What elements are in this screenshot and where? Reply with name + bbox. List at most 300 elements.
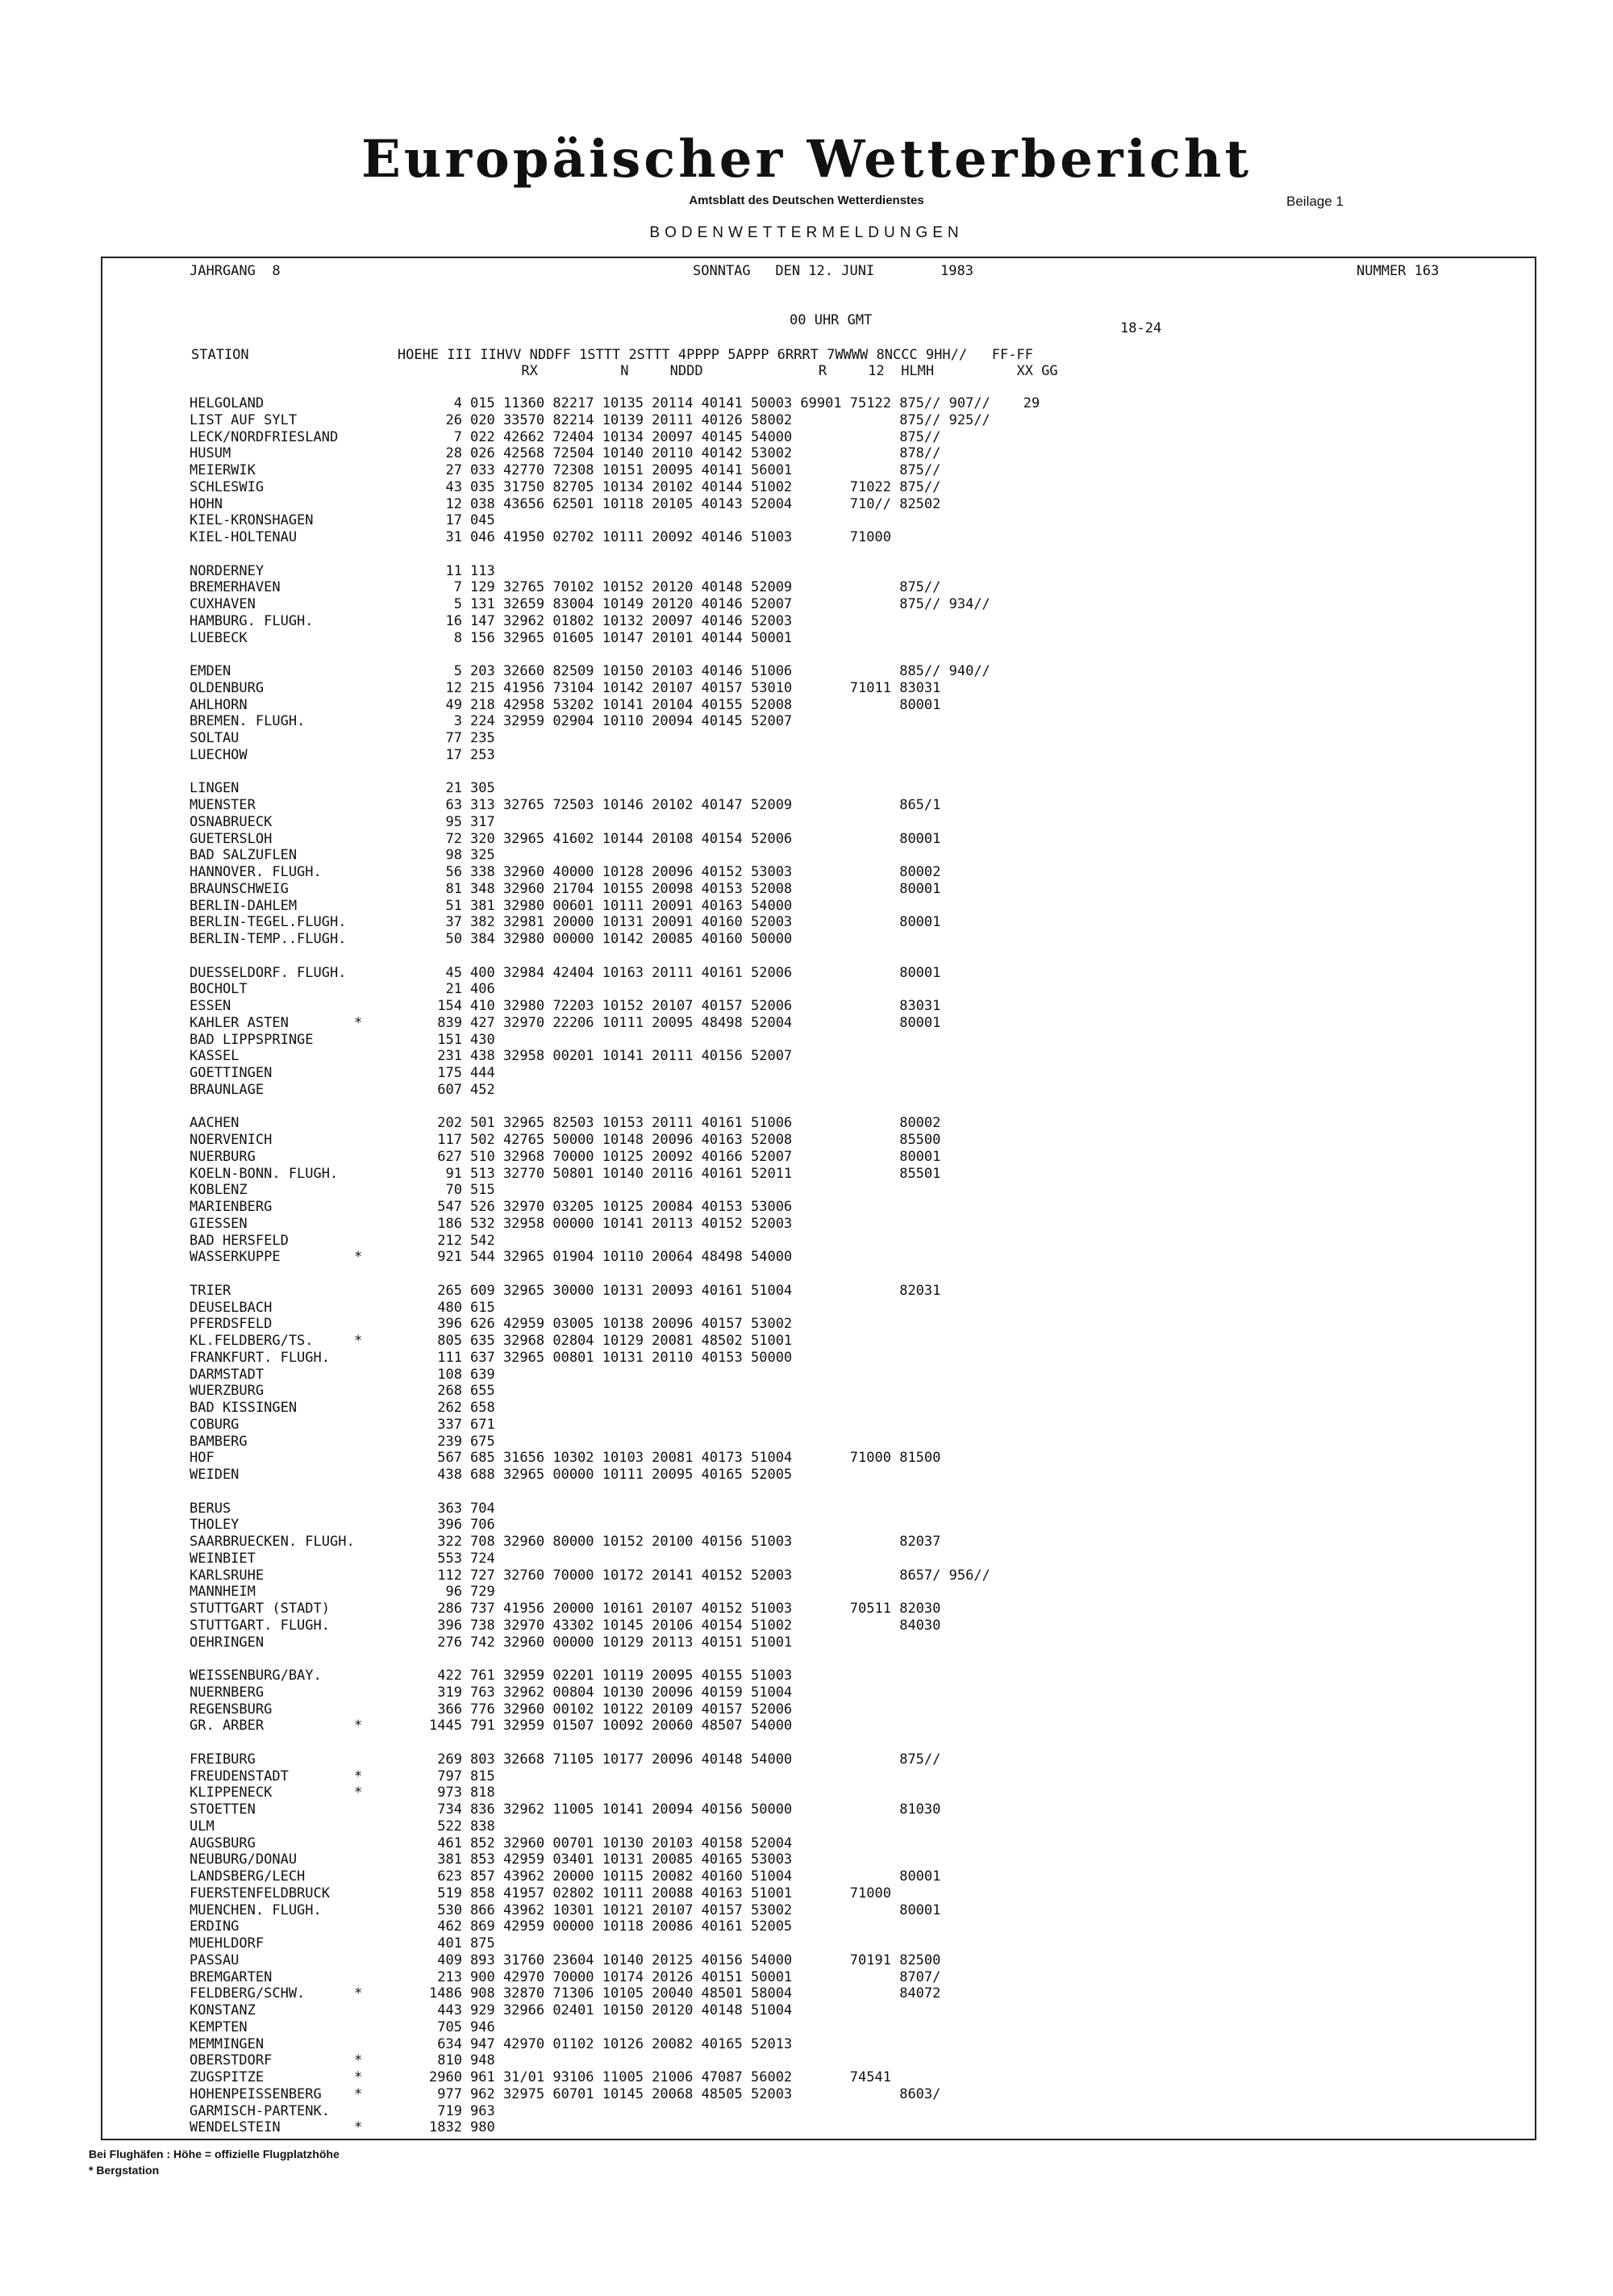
station-name: LINGEN xyxy=(190,780,240,797)
observation-code: 688 32965 00000 10111 20095 40165 52005 xyxy=(470,1467,793,1483)
station-height: 5 xyxy=(453,596,462,612)
observation-code: 131 32659 83004 10149 20120 40146 52007 875// 934// xyxy=(470,596,990,612)
station-name: GARMISCH-PARTENK. xyxy=(190,2102,330,2119)
observation-code: 313 32765 72503 10146 20102 40147 52009 865/1 xyxy=(470,797,941,813)
station-name: GIESSEN xyxy=(190,1215,248,1232)
station-height: 43 xyxy=(445,478,462,495)
station-height: 151 xyxy=(437,1031,462,1048)
station-height: 1486 xyxy=(429,1985,462,2002)
station-height: 50 xyxy=(445,931,462,947)
station-name: WASSERKUPPE xyxy=(190,1249,281,1266)
station-name: WEINBIET xyxy=(190,1550,256,1567)
station-name: AUGSBURG xyxy=(190,1835,256,1851)
station-name: BRAUNSCHWEIG xyxy=(190,880,289,897)
station-height: 21 xyxy=(445,780,462,797)
station-height: 212 xyxy=(437,1232,462,1249)
station-height: 70 xyxy=(445,1182,462,1199)
station-name: LANDSBERG/LECH xyxy=(190,1868,306,1885)
station-name: BRAUNLAGE xyxy=(190,1081,265,1098)
station-height: 522 xyxy=(437,1818,462,1835)
station-height: 268 xyxy=(437,1383,462,1400)
station-name: KLIPPENECK xyxy=(190,1785,273,1801)
station-height: 12 xyxy=(445,679,462,696)
mountain-station-marker: * xyxy=(354,2085,363,2102)
station-height: 265 xyxy=(437,1282,462,1299)
station-name: NEUBURG/DONAU xyxy=(190,1851,298,1868)
observation-code: 763 32962 00804 10130 20096 40159 51004 xyxy=(470,1684,793,1701)
observation-code: 671 xyxy=(470,1416,495,1433)
observation-code: 501 32965 82503 10153 20111 40161 51006 80002 xyxy=(470,1115,941,1132)
station-name: GR. ARBER xyxy=(190,1718,265,1735)
observation-code: 947 42970 01102 10126 20082 40165 52013 xyxy=(470,2035,793,2052)
station-name: NUERBURG xyxy=(190,1148,256,1165)
station-height: 231 xyxy=(437,1048,462,1065)
observation-code: 791 32959 01507 10092 20060 48507 54000 xyxy=(470,1718,793,1735)
station-name: FREIBURG xyxy=(190,1751,256,1768)
station-name: HANNOVER. FLUGH. xyxy=(190,864,322,880)
station-name: OLDENBURG xyxy=(190,679,265,696)
station-height: 363 xyxy=(437,1500,462,1517)
station-name: KOELN-BONN. FLUGH. xyxy=(190,1165,339,1182)
station-name: DARMSTADT xyxy=(190,1366,265,1383)
observation-code: 203 32660 82509 10150 20103 40146 51006 885// 940// xyxy=(470,663,990,679)
station-height: 480 xyxy=(437,1299,462,1316)
station-height: 409 xyxy=(437,1952,462,1968)
station-name: FELDBERG/SCHW. xyxy=(190,1985,306,2002)
station-name: BREMGARTEN xyxy=(190,1968,273,1985)
station-name: LUECHOW xyxy=(190,746,248,763)
station-name: TRIER xyxy=(190,1282,231,1299)
mountain-station-marker: * xyxy=(354,2069,363,2085)
observation-code: 742 32960 00000 10129 20113 40151 51001 xyxy=(470,1634,793,1651)
observation-code: 022 42662 72404 10134 20097 40145 54000 875// xyxy=(470,428,941,445)
observation-code: 235 xyxy=(470,730,495,746)
observation-code: 869 42959 00000 10118 20086 40161 52005 xyxy=(470,1918,793,1935)
station-height: 797 xyxy=(437,1768,462,1785)
station-name: LIST AUF SYLT xyxy=(190,411,298,428)
issue-number: NUMMER 163 xyxy=(1357,263,1440,279)
station-height: 213 xyxy=(437,1968,462,1985)
observation-code: 406 xyxy=(470,981,495,998)
station-name: WEISSENBURG/BAY. xyxy=(190,1668,322,1684)
station-height: 12 xyxy=(445,495,462,512)
station-name: HUSUM xyxy=(190,445,231,462)
station-name: KASSEL xyxy=(190,1048,240,1065)
observation-code: 961 31/01 93106 11005 21006 47087 56002 74541 xyxy=(470,2069,891,2085)
station-height: 154 xyxy=(437,998,462,1014)
mountain-station-marker: * xyxy=(354,2052,363,2069)
observation-code: 156 32965 01605 10147 20101 40144 50001 xyxy=(470,629,793,646)
station-name: MARIENBERG xyxy=(190,1199,273,1215)
station-height: 322 xyxy=(437,1534,462,1550)
mountain-station-marker: * xyxy=(354,1768,363,1785)
station-name: BERLIN-DAHLEM xyxy=(190,897,298,914)
station-height: 26 xyxy=(445,411,462,428)
observation-code: 727 32760 70000 10172 20141 40152 52003 8657/ 956// xyxy=(470,1567,990,1584)
station-height: 175 xyxy=(437,1065,462,1081)
observation-code: 738 32970 43302 10145 20106 40154 51002 84030 xyxy=(470,1617,941,1634)
station-height: 51 xyxy=(445,897,462,914)
station-name: FRANKFURT. FLUGH. xyxy=(190,1349,330,1366)
observation-code: 838 xyxy=(470,1818,495,1835)
station-height: 112 xyxy=(437,1567,462,1584)
station-name: KIEL-HOLTENAU xyxy=(190,529,298,545)
observation-code: 515 xyxy=(470,1182,495,1199)
observation-code: 737 41956 20000 10161 20107 40152 51003 70511 82030 xyxy=(470,1601,941,1617)
station-height: 63 xyxy=(445,797,462,813)
observation-code: 410 32980 72203 10152 20107 40157 52006 83031 xyxy=(470,998,941,1014)
station-height: 530 xyxy=(437,1902,462,1918)
station-name: MUEHLDORF xyxy=(190,1935,265,1952)
station-height: 319 xyxy=(437,1684,462,1701)
station-name: OBERSTDORF xyxy=(190,2052,273,2069)
observation-code: 706 xyxy=(470,1517,495,1534)
station-name: REGENSBURG xyxy=(190,1701,273,1718)
observation-code: 020 33570 82214 10139 20111 40126 58002 875// 925// xyxy=(470,411,990,428)
observation-code: 852 32960 00701 10130 20103 40158 52004 xyxy=(470,1835,793,1851)
observation-code: 963 xyxy=(470,2102,495,2119)
station-name: BREMEN. FLUGH. xyxy=(190,713,306,730)
station-name: KEMPTEN xyxy=(190,2018,248,2035)
report-frame xyxy=(101,257,1536,2140)
observation-code: 639 xyxy=(470,1366,495,1383)
observation-code: 637 32965 00801 10131 20110 40153 50000 xyxy=(470,1349,793,1366)
observation-code: 215 41956 73104 10142 20107 40157 53010 71011 83031 xyxy=(470,679,941,696)
mountain-station-marker: * xyxy=(354,1014,363,1031)
station-name: BOCHOLT xyxy=(190,981,248,998)
observation-code: 858 41957 02802 10111 20088 40163 51001 71000 xyxy=(470,1885,891,1902)
station-name: DUESSELDORF. FLUGH. xyxy=(190,964,347,981)
observation-code: 224 32959 02904 10110 20094 40145 52007 xyxy=(470,713,793,730)
station-height: 37 xyxy=(445,914,462,931)
observation-code: 626 42959 03005 10138 20096 40157 53002 xyxy=(470,1316,793,1333)
observation-code: 866 43962 10301 10121 20107 40157 53002 80001 xyxy=(470,1902,941,1918)
station-height: 269 xyxy=(437,1751,462,1768)
observation-code: 400 32984 42404 10163 20111 40161 52006 80001 xyxy=(470,964,941,981)
station-name: MEMMINGEN xyxy=(190,2035,265,2052)
observation-code: 218 42958 53202 10141 20104 40155 52008 80001 xyxy=(470,696,941,713)
station-height: 977 xyxy=(437,2085,462,2102)
observation-code: 384 32980 00000 10142 20085 40160 50000 xyxy=(470,931,793,947)
station-name: GOETTINGEN xyxy=(190,1065,273,1081)
station-name: ZUGSPITZE xyxy=(190,2069,265,2085)
station-name: WENDELSTEIN xyxy=(190,2119,281,2136)
station-name: BAD KISSINGEN xyxy=(190,1400,298,1416)
station-height: 337 xyxy=(437,1416,462,1433)
observation-code: 615 xyxy=(470,1299,495,1316)
station-height: 27 xyxy=(445,462,462,478)
footnote-mountain-station: * Bergstation xyxy=(89,2164,160,2177)
observation-code: 853 42959 03401 10131 20085 40165 53003 xyxy=(470,1851,793,1868)
station-height: 81 xyxy=(445,880,462,897)
beilage-label: Beilage 1 xyxy=(1286,194,1344,209)
station-height: 1445 xyxy=(429,1718,462,1735)
observation-code: 046 41950 02702 10111 20092 40146 51003 71000 xyxy=(470,529,891,545)
station-height: 734 xyxy=(437,1801,462,1818)
station-height: 547 xyxy=(437,1199,462,1215)
observation-code: 526 32970 03205 10125 20084 40153 53006 xyxy=(470,1199,793,1215)
observation-code: 818 xyxy=(470,1785,495,1801)
station-height: 396 xyxy=(437,1517,462,1534)
station-height: 7 xyxy=(453,579,462,596)
station-height: 921 xyxy=(437,1249,462,1266)
station-height: 4 xyxy=(453,395,462,411)
observation-code: 338 32960 40000 10128 20096 40152 53003 80002 xyxy=(470,864,941,880)
observation-code: 113 xyxy=(470,562,495,579)
station-name: WEIDEN xyxy=(190,1467,240,1483)
station-name: OSNABRUECK xyxy=(190,813,273,830)
observation-time: 00 UHR GMT xyxy=(790,312,873,328)
station-height: 96 xyxy=(445,1584,462,1601)
station-height: 7 xyxy=(453,428,462,445)
station-name: BAMBERG xyxy=(190,1433,248,1450)
observation-code: 532 32958 00000 10141 20113 40152 52003 xyxy=(470,1215,793,1232)
station-height: 810 xyxy=(437,2052,462,2069)
station-height: 401 xyxy=(437,1935,462,1952)
station-name: SAARBRUECKEN. FLUGH. xyxy=(190,1534,355,1550)
jahrgang-label: JAHRGANG 8 xyxy=(190,263,281,279)
observation-code: 893 31760 23604 10140 20125 40156 54000 70191 82500 xyxy=(470,1952,941,1968)
station-height: 31 xyxy=(445,529,462,545)
station-height: 634 xyxy=(437,2035,462,2052)
station-name: MUENCHEN. FLUGH. xyxy=(190,1902,322,1918)
station-name: FREUDENSTADT xyxy=(190,1768,289,1785)
observation-code: 544 32965 01904 10110 20064 48498 54000 xyxy=(470,1249,793,1266)
station-name: STUTTGART. FLUGH. xyxy=(190,1617,330,1634)
station-name: CUXHAVEN xyxy=(190,596,256,612)
station-height: 1832 xyxy=(429,2119,462,2136)
station-height: 705 xyxy=(437,2018,462,2035)
station-name: KONSTANZ xyxy=(190,2002,256,2018)
station-height: 21 xyxy=(445,981,462,998)
station-name: NUERNBERG xyxy=(190,1684,265,1701)
station-height: 16 xyxy=(445,612,462,629)
station-name: PASSAU xyxy=(190,1952,240,1968)
station-height: 623 xyxy=(437,1868,462,1885)
observation-code: 761 32959 02201 10119 20095 40155 51003 xyxy=(470,1668,793,1684)
column-header xyxy=(191,347,1058,379)
observation-code: 253 xyxy=(470,746,495,763)
observation-code: 438 32958 00201 10141 20111 40156 52007 xyxy=(470,1048,793,1065)
observation-code: 948 xyxy=(470,2052,495,2069)
station-height: 462 xyxy=(437,1918,462,1935)
station-height: 17 xyxy=(445,512,462,529)
station-name: KOBLENZ xyxy=(190,1182,248,1199)
mountain-station-marker: * xyxy=(354,1718,363,1735)
station-name: HAMBURG. FLUGH. xyxy=(190,612,314,629)
station-name: GUETERSLOH xyxy=(190,830,273,847)
station-name: OEHRINGEN xyxy=(190,1634,265,1651)
station-name: KAHLER ASTEN xyxy=(190,1014,289,1031)
station-height: 381 xyxy=(437,1851,462,1868)
observation-code: 675 xyxy=(470,1433,495,1450)
station-name: BERUS xyxy=(190,1500,231,1517)
station-height: 286 xyxy=(437,1601,462,1617)
column-header-line-2: RX N NDDD R 12 HLMH XX GG xyxy=(191,363,1058,379)
station-height: 8 xyxy=(453,629,462,646)
station-name: LECK/NORDFRIESLAND xyxy=(190,428,339,445)
station-height: 438 xyxy=(437,1467,462,1483)
mountain-station-marker: * xyxy=(354,1249,363,1266)
mountain-station-marker: * xyxy=(354,1785,363,1801)
station-name: STOETTEN xyxy=(190,1801,256,1818)
station-name: AHLHORN xyxy=(190,696,248,713)
observation-code: 704 xyxy=(470,1500,495,1517)
observation-code: 542 xyxy=(470,1232,495,1249)
observation-code: 510 32968 70000 10125 20092 40166 52007 80001 xyxy=(470,1148,941,1165)
station-name: AACHEN xyxy=(190,1115,240,1132)
station-name: NOERVENICH xyxy=(190,1132,273,1148)
station-height: 3 xyxy=(453,713,462,730)
station-name: BERLIN-TEMP..FLUGH. xyxy=(190,931,347,947)
station-name: BERLIN-TEGEL.FLUGH. xyxy=(190,914,347,931)
station-height: 11 xyxy=(445,562,462,579)
station-name: STUTTGART (STADT) xyxy=(190,1601,330,1617)
observation-code: 430 xyxy=(470,1031,495,1048)
subtitle: Amtsblatt des Deutschen Wetterdienstes xyxy=(689,194,924,207)
station-height: 627 xyxy=(437,1148,462,1165)
station-name: SOLTAU xyxy=(190,730,240,746)
station-height: 77 xyxy=(445,730,462,746)
station-height: 2960 xyxy=(429,2069,462,2085)
observation-code: 875 xyxy=(470,1935,495,1952)
observation-code: 129 32765 70102 10152 20120 40148 52009 875// xyxy=(470,579,941,596)
observation-code: 803 32668 71105 10177 20096 40148 54000 875// xyxy=(470,1751,941,1768)
observation-code: 836 32962 11005 10141 20094 40156 50000 81030 xyxy=(470,1801,941,1818)
station-height: 973 xyxy=(437,1785,462,1801)
observation-code: 962 32975 60701 10145 20068 48505 52003 8603/ xyxy=(470,2085,941,2102)
observation-code: 729 xyxy=(470,1584,495,1601)
observation-code: 815 xyxy=(470,1768,495,1785)
observation-code: 900 42970 70000 10174 20126 40151 50001 8707/ xyxy=(470,1968,941,1985)
column-header-line-1: STATION HOEHE III IIHVV NDDFF 1STTT 2STTT 4PPPP 5APPP 6RRRT 7WWWW 8NCCC 9HH// FF-FF xyxy=(191,347,1033,363)
observation-code: 348 32960 21704 10155 20098 40153 52008 80001 xyxy=(470,880,941,897)
station-name: BAD HERSFELD xyxy=(190,1232,289,1249)
date-label: SONNTAG DEN 12. JUNI 1983 xyxy=(693,263,973,279)
station-height: 95 xyxy=(445,813,462,830)
observation-code: 317 xyxy=(470,813,495,830)
station-name: KIEL-KRONSHAGEN xyxy=(190,512,314,529)
observation-code: 305 xyxy=(470,780,495,797)
observation-code: 452 xyxy=(470,1081,495,1098)
station-height: 56 xyxy=(445,864,462,880)
observation-code: 655 xyxy=(470,1383,495,1400)
observation-code: 382 32981 20000 10131 20091 40160 52003 80001 xyxy=(470,914,941,931)
observation-code: 444 xyxy=(470,1065,495,1081)
observation-code: 908 32870 71306 10105 20040 48501 58004 84072 xyxy=(470,1985,941,2002)
observation-code: 147 32962 01802 10132 20097 40146 52003 xyxy=(470,612,793,629)
station-name: ESSEN xyxy=(190,998,231,1014)
observation-code: 946 xyxy=(470,2018,495,2035)
station-name: ULM xyxy=(190,1818,215,1835)
observation-code: 427 32970 22206 10111 20095 48498 52004 80001 xyxy=(470,1014,941,1031)
station-height: 422 xyxy=(437,1668,462,1684)
page-title: Europäischer Wetterbericht xyxy=(361,129,1252,190)
station-height: 186 xyxy=(437,1215,462,1232)
station-name: HOHN xyxy=(190,495,223,512)
station-name: HOF xyxy=(190,1450,215,1467)
station-name: WUERZBURG xyxy=(190,1383,265,1400)
station-height: 239 xyxy=(437,1433,462,1450)
station-height: 202 xyxy=(437,1115,462,1132)
station-height: 91 xyxy=(445,1165,462,1182)
station-name: ERDING xyxy=(190,1918,240,1935)
station-height: 839 xyxy=(437,1014,462,1031)
station-height: 17 xyxy=(445,746,462,763)
station-height: 262 xyxy=(437,1400,462,1416)
observation-code: 857 43962 20000 10115 20082 40160 51004 80001 xyxy=(470,1868,941,1885)
station-height: 366 xyxy=(437,1701,462,1718)
station-height: 72 xyxy=(445,830,462,847)
observation-code: 658 xyxy=(470,1400,495,1416)
station-height: 719 xyxy=(437,2102,462,2119)
observation-code: 045 xyxy=(470,512,495,529)
station-height: 117 xyxy=(437,1132,462,1148)
station-height: 98 xyxy=(445,847,462,864)
observation-code: 609 32965 30000 10131 20093 40161 51004 82031 xyxy=(470,1282,941,1299)
station-height: 45 xyxy=(445,964,462,981)
observation-code: 929 32966 02401 10150 20120 40148 51004 xyxy=(470,2002,793,2018)
time-range: 18-24 xyxy=(1120,320,1162,336)
station-height: 28 xyxy=(445,445,462,462)
station-name: BAD LIPPSPRINGE xyxy=(190,1031,314,1048)
observation-code: 033 42770 72308 10151 20095 40141 56001 875// xyxy=(470,462,941,478)
station-height: 443 xyxy=(437,2002,462,2018)
station-name: MANNHEIM xyxy=(190,1584,256,1601)
station-name: KARLSRUHE xyxy=(190,1567,265,1584)
observation-code: 026 42568 72504 10140 20110 40142 53002 878// xyxy=(470,445,941,462)
station-name: EMDEN xyxy=(190,663,231,679)
observation-code: 038 43656 62501 10118 20105 40143 52004 710// 82502 xyxy=(470,495,941,512)
station-name: PFERDSFELD xyxy=(190,1316,273,1333)
observation-code: 325 xyxy=(470,847,495,864)
station-name: COBURG xyxy=(190,1416,240,1433)
station-name: LUEBECK xyxy=(190,629,248,646)
observation-code: 015 11360 82217 10135 20114 40141 50003 69901 75122 875// 907// 29 xyxy=(470,395,1040,411)
observation-code: 035 31750 82705 10134 20102 40144 51002 71022 875// xyxy=(470,478,941,495)
station-height: 567 xyxy=(437,1450,462,1467)
footnote-airports: Bei Flughäfen : Höhe = offizielle Flugplatzhöhe xyxy=(89,2148,340,2160)
observation-code: 502 42765 50000 10148 20096 40163 52008 85500 xyxy=(470,1132,941,1148)
observation-code: 320 32965 41602 10144 20108 40154 52006 80001 xyxy=(470,830,941,847)
station-name: SCHLESWIG xyxy=(190,478,265,495)
station-height: 461 xyxy=(437,1835,462,1851)
station-height: 276 xyxy=(437,1634,462,1651)
station-height: 111 xyxy=(437,1349,462,1366)
station-name: MUENSTER xyxy=(190,797,256,813)
station-height: 607 xyxy=(437,1081,462,1098)
station-height: 396 xyxy=(437,1617,462,1634)
mountain-station-marker: * xyxy=(354,1985,363,2002)
station-name: BAD SALZUFLEN xyxy=(190,847,298,864)
station-name: HELGOLAND xyxy=(190,395,265,411)
observation-code: 381 32980 00601 10111 20091 40163 54000 xyxy=(470,897,793,914)
observation-code: 724 xyxy=(470,1550,495,1567)
section-title: BODENWETTERMELDUNGEN xyxy=(649,224,964,241)
station-name: FUERSTENFELDBRUCK xyxy=(190,1885,330,1902)
mountain-station-marker: * xyxy=(354,2119,363,2136)
station-height: 108 xyxy=(437,1366,462,1383)
mountain-station-marker: * xyxy=(354,1333,363,1349)
observation-code: 776 32960 00102 10122 20109 40157 52006 xyxy=(470,1701,793,1718)
station-name: MEIERWIK xyxy=(190,462,256,478)
station-height: 396 xyxy=(437,1316,462,1333)
station-height: 519 xyxy=(437,1885,462,1902)
observation-code: 635 32968 02804 10129 20081 48502 51001 xyxy=(470,1333,793,1349)
observation-code: 980 xyxy=(470,2119,495,2136)
station-height: 5 xyxy=(453,663,462,679)
station-name: HOHENPEISSENBERG xyxy=(190,2085,322,2102)
